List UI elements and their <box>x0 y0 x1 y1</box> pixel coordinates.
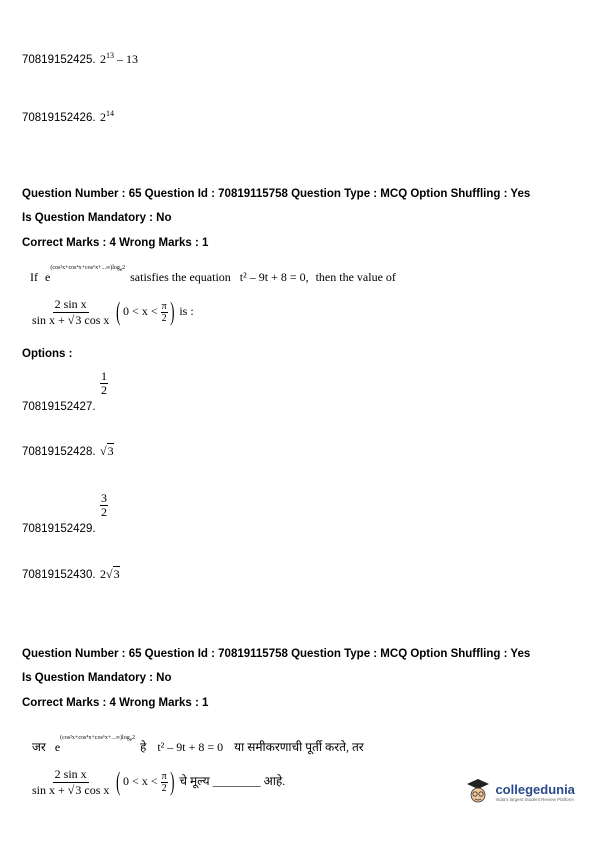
option-row: $_{70819152429.}$ $\frac{3}{2}$ <box>22 491 108 535</box>
collegedunia-logo <box>465 778 575 806</box>
option-id: 70819152428. <box>22 446 96 458</box>
question-header: Question Number : 65 Question Id : 70819115758 Question Type : MCQ Option Shuffling : Yes <box>22 188 531 200</box>
graduate-avatar-icon <box>465 778 491 806</box>
option-row <box>22 50 138 68</box>
option-row: 70819152428. √3 <box>22 444 114 458</box>
option-row: $_{70819152427.}$ $\frac{1}{2}$ <box>22 369 108 413</box>
option-answer: $2^{14}$ <box>100 109 115 124</box>
question-stem-line2: $\frac{\text{2 sin x}}{\text{sin x + √3 cos x}}$ ( 0 < x < $\frac{\pi}{2}$ ) is : <box>32 297 194 327</box>
question-mandatory: Is Question Mandatory : No <box>22 212 172 224</box>
option-id: 70819152426. <box>22 112 96 124</box>
question-header: Question Number : 65 Question Id : 70819115758 Question Type : MCQ Option Shuffling : Yes <box>22 648 531 660</box>
logo-name: collegedunia <box>495 782 575 797</box>
option-row <box>22 108 114 126</box>
question-mandatory: Is Question Mandatory : No <box>22 672 172 684</box>
question-stem-line1: If $e^{(cos^2x+cos^4x+cos^6x+...\infty)log_e2}$ satisfies the equation t² – 9t + 8 = 0, then the value of <box>30 265 396 284</box>
option-id: 70819152427. <box>22 400 96 413</box>
options-label: Options : <box>22 348 73 360</box>
option-id: 70819152430. <box>22 569 96 581</box>
option-row: 70819152430. 2√3 <box>22 567 120 581</box>
option-id: 70819152429. <box>22 522 96 535</box>
question-stem-line2: $\frac{\text{2 sin x}}{\text{sin x + √3 cos x}}$ ( 0 < x < $\frac{\pi}{2}$ ) चे मूल्य ________ आहे. <box>32 767 286 797</box>
question-marks: Correct Marks : 4 Wrong Marks : 1 <box>22 237 209 249</box>
option-id: 70819152425. <box>22 54 96 66</box>
question-marks: Correct Marks : 4 Wrong Marks : 1 <box>22 697 209 709</box>
logo-tagline: India's largest Student Review Platform <box>495 797 574 802</box>
expression-fraction: $\frac{\text{2 sin x}}{\text{sin x + √3 cos x}}$ <box>32 297 110 327</box>
option-answer: $2^{13} - 13$ <box>100 51 139 66</box>
question-stem-line1: जर $e^{(cos^2x+cos^4x+cos^6x+...\infty)log_e2}$ हे t² – 9t + 8 = 0 या समीकरणाची पूर्ती करते, तर <box>32 735 364 754</box>
expression-fraction: $\frac{\text{2 sin x}}{\text{sin x + √3 cos x}}$ <box>32 767 110 797</box>
